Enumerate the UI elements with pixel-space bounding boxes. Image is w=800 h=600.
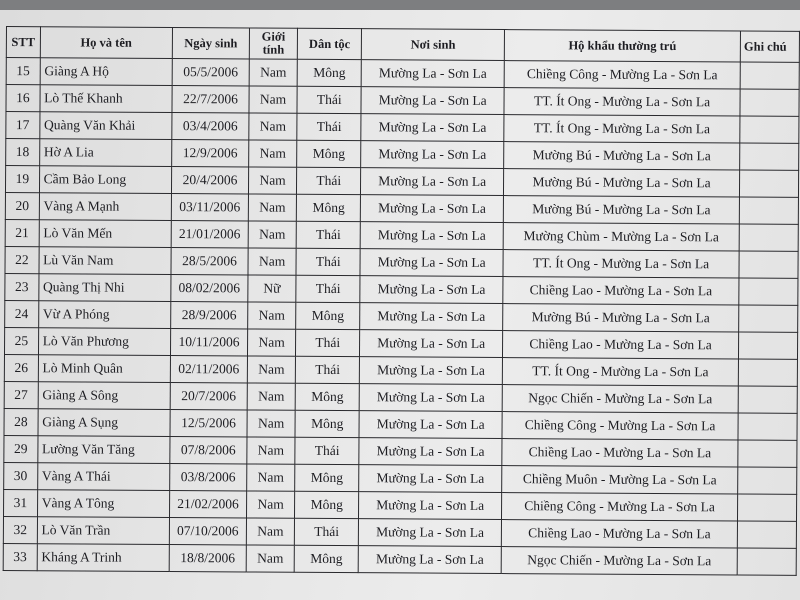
cell-dob: 10/11/2006: [170, 329, 247, 356]
table-header-row: [6, 27, 799, 63]
cell-dob: 03/4/2006: [172, 113, 249, 140]
cell-note: [740, 170, 799, 197]
cell-residence: TT. Ít Ong - Mường La - Sơn La: [502, 358, 738, 386]
cell-note: [738, 413, 797, 440]
table-row: [3, 543, 796, 575]
cell-residence: Chiềng Lao - Mường La - Sơn La: [503, 277, 739, 305]
cell-residence: Chiềng Công - Mường La - Sơn La: [501, 493, 737, 521]
cell-gender: Nam: [247, 329, 295, 356]
cell-ethnicity: Mông: [297, 140, 361, 167]
cell-birthplace: Mường La - Sơn La: [361, 87, 504, 115]
cell-dob: 21/02/2006: [169, 491, 246, 518]
cell-stt: 19: [5, 166, 39, 193]
cell-note: [740, 116, 799, 143]
cell-stt: 30: [4, 462, 38, 489]
cell-stt: 33: [3, 543, 37, 570]
cell-ethnicity: Mông: [295, 383, 359, 410]
cell-name: Vàng A Thái: [37, 463, 169, 491]
cell-name: Kháng A Trinh: [37, 544, 169, 572]
cell-gender: Nam: [247, 383, 295, 410]
cell-ethnicity: Thái: [296, 275, 360, 302]
cell-name: Quàng Thị Nhi: [38, 274, 170, 302]
cell-gender: Nam: [247, 410, 295, 437]
cell-gender: Nam: [249, 86, 297, 113]
cell-birthplace: Mường La - Sơn La: [358, 546, 501, 574]
cell-name: Giàng A Sụng: [38, 409, 170, 437]
student-table: [3, 26, 800, 576]
cell-residence: Mường Bú - Mường La - Sơn La: [504, 142, 740, 170]
cell-gender: Nam: [249, 59, 297, 86]
cell-gender: Nam: [246, 491, 294, 518]
cell-note: [737, 548, 796, 575]
cell-gender: Nam: [248, 221, 296, 248]
cell-note: [739, 278, 798, 305]
cell-residence: TT. Ít Ong - Mường La - Sơn La: [504, 115, 740, 143]
cell-gender: Nam: [247, 464, 295, 491]
cell-note: [738, 359, 797, 386]
cell-ethnicity: Thái: [297, 167, 361, 194]
cell-dob: 22/7/2006: [172, 86, 249, 113]
cell-note: [739, 305, 798, 332]
cell-dob: 07/8/2006: [170, 437, 247, 464]
cell-residence: Mường Bú - Mường La - Sơn La: [503, 196, 739, 224]
cell-residence: Chiềng Muôn - Mường La - Sơn La: [502, 466, 738, 494]
cell-note: [738, 494, 797, 521]
cell-stt: 15: [6, 58, 40, 85]
cell-birthplace: Mường La - Sơn La: [359, 411, 502, 439]
cell-birthplace: Mường La - Sơn La: [361, 195, 504, 223]
cell-name: Giàng A Hộ: [40, 58, 172, 86]
cell-ethnicity: Thái: [295, 356, 359, 383]
cell-residence: Ngọc Chiến - Mường La - Sơn La: [502, 385, 738, 413]
header-residence: Hộ khẩu thường trú: [504, 30, 740, 62]
cell-stt: 29: [4, 435, 38, 462]
cell-stt: 22: [5, 246, 39, 273]
cell-stt: 31: [4, 489, 38, 516]
header-gender: Giới tính: [249, 28, 297, 59]
cell-note: [737, 521, 796, 548]
cell-dob: 02/11/2006: [170, 356, 247, 383]
cell-ethnicity: Thái: [296, 248, 360, 275]
paper-sheet: [0, 10, 800, 600]
cell-dob: 12/5/2006: [170, 410, 247, 437]
cell-dob: 28/5/2006: [171, 248, 248, 275]
cell-note: [739, 197, 798, 224]
cell-name: Hờ A Lia: [39, 139, 171, 167]
cell-note: [740, 62, 799, 89]
cell-dob: 07/10/2006: [169, 518, 246, 545]
cell-residence: Mường Bú - Mường La - Sơn La: [503, 304, 739, 332]
cell-gender: Nam: [246, 545, 294, 572]
cell-ethnicity: Mông: [295, 464, 359, 491]
cell-residence: Chiềng Công - Mường La - Sơn La: [502, 412, 738, 440]
cell-dob: 05/5/2006: [172, 59, 249, 86]
cell-gender: Nam: [246, 518, 294, 545]
cell-ethnicity: Thái: [296, 329, 360, 356]
cell-residence: Mường Chùm - Mường La - Sơn La: [503, 223, 739, 251]
cell-birthplace: Mường La - Sơn La: [360, 249, 503, 277]
table-container: [3, 26, 800, 576]
cell-name: Lò Văn Mến: [39, 220, 171, 248]
cell-dob: 12/9/2006: [172, 140, 249, 167]
cell-stt: 17: [6, 112, 40, 139]
cell-residence: TT. Ít Ong - Mường La - Sơn La: [504, 88, 740, 116]
cell-name: Vàng A Mạnh: [39, 193, 171, 221]
cell-name: Vàng A Tông: [37, 490, 169, 518]
cell-dob: 03/11/2006: [171, 194, 248, 221]
cell-birthplace: Mường La - Sơn La: [360, 222, 503, 250]
cell-gender: Nam: [248, 194, 296, 221]
header-ethnicity: Dân tộc: [297, 28, 361, 59]
cell-note: [740, 143, 799, 170]
cell-stt: 24: [5, 300, 39, 327]
cell-ethnicity: Thái: [296, 221, 360, 248]
cell-stt: 28: [4, 408, 38, 435]
cell-birthplace: Mường La - Sơn La: [360, 303, 503, 331]
cell-gender: Nam: [249, 113, 297, 140]
cell-name: Lò Thế Khanh: [40, 85, 172, 113]
cell-stt: 27: [4, 381, 38, 408]
cell-ethnicity: Mông: [294, 545, 358, 572]
header-birthplace: Nơi sinh: [362, 29, 505, 61]
cell-note: [739, 251, 798, 278]
cell-dob: 21/01/2006: [171, 221, 248, 248]
cell-stt: 21: [5, 219, 39, 246]
cell-dob: 18/8/2006: [169, 545, 246, 572]
cell-name: Lường Văn Tăng: [37, 436, 169, 464]
cell-birthplace: Mường La - Sơn La: [359, 492, 502, 520]
cell-gender: Nam: [249, 140, 297, 167]
cell-note: [740, 89, 799, 116]
cell-gender: Nam: [247, 356, 295, 383]
cell-name: Lò Văn Phương: [38, 328, 170, 356]
cell-name: Cầm Bảo Long: [39, 166, 171, 194]
cell-note: [738, 440, 797, 467]
cell-birthplace: Mường La - Sơn La: [361, 168, 504, 196]
cell-ethnicity: Thái: [297, 86, 361, 113]
cell-birthplace: Mường La - Sơn La: [360, 276, 503, 304]
cell-residence: Chiềng Công - Mường La - Sơn La: [504, 61, 740, 89]
cell-ethnicity: Thái: [297, 113, 361, 140]
cell-name: Vừ A Phóng: [38, 301, 170, 329]
cell-gender: Nam: [248, 167, 296, 194]
cell-dob: 20/7/2006: [170, 383, 247, 410]
cell-note: [739, 332, 798, 359]
cell-stt: 18: [6, 139, 40, 166]
cell-name: Quàng Văn Khải: [39, 112, 171, 140]
cell-name: Lù Văn Nam: [39, 247, 171, 275]
cell-ethnicity: Thái: [294, 518, 358, 545]
cell-stt: 25: [4, 327, 38, 354]
cell-residence: Chiềng Lao - Mường La - Sơn La: [502, 439, 738, 467]
header-note: Ghi chú: [740, 31, 799, 62]
cell-dob: 08/02/2006: [171, 275, 248, 302]
cell-gender: Nữ: [248, 275, 296, 302]
cell-stt: 32: [3, 516, 37, 543]
cell-residence: TT. Ít Ong - Mường La - Sơn La: [503, 250, 739, 278]
cell-gender: Nam: [247, 437, 295, 464]
header-name: Họ và tên: [40, 27, 172, 59]
cell-dob: 03/8/2006: [170, 464, 247, 491]
cell-ethnicity: Thái: [295, 437, 359, 464]
cell-note: [738, 467, 797, 494]
cell-gender: Nam: [248, 248, 296, 275]
cell-ethnicity: Mông: [296, 194, 360, 221]
cell-name: Lò Văn Trần: [37, 517, 169, 545]
cell-birthplace: Mường La - Sơn La: [359, 465, 502, 493]
cell-birthplace: Mường La - Sơn La: [359, 384, 502, 412]
cell-ethnicity: Mông: [295, 410, 359, 437]
cell-ethnicity: Mông: [296, 302, 360, 329]
cell-birthplace: Mường La - Sơn La: [361, 141, 504, 169]
cell-dob: 28/9/2006: [171, 302, 248, 329]
cell-birthplace: Mường La - Sơn La: [361, 114, 504, 142]
cell-dob: 20/4/2006: [171, 167, 248, 194]
cell-note: [739, 224, 798, 251]
cell-ethnicity: Mông: [295, 491, 359, 518]
cell-stt: 23: [5, 273, 39, 300]
cell-birthplace: Mường La - Sơn La: [359, 438, 502, 466]
cell-name: Giàng A Sông: [38, 382, 170, 410]
cell-name: Lò Minh Quân: [38, 355, 170, 383]
cell-stt: 16: [6, 85, 40, 112]
cell-birthplace: Mường La - Sơn La: [361, 60, 504, 88]
cell-birthplace: Mường La - Sơn La: [360, 330, 503, 358]
cell-residence: Ngọc Chiến - Mường La - Sơn La: [501, 547, 737, 575]
cell-ethnicity: Mông: [297, 59, 361, 86]
cell-residence: Chiềng Lao - Mường La - Sơn La: [501, 520, 737, 548]
header-stt: STT: [6, 27, 40, 58]
cell-residence: Chiềng Lao - Mường La - Sơn La: [502, 331, 738, 359]
cell-note: [738, 386, 797, 413]
cell-stt: 26: [4, 354, 38, 381]
cell-birthplace: Mường La - Sơn La: [360, 357, 503, 385]
cell-stt: 20: [5, 192, 39, 219]
header-dob: Ngày sinh: [172, 28, 249, 59]
cell-residence: Mường Bú - Mường La - Sơn La: [503, 169, 739, 197]
cell-birthplace: Mường La - Sơn La: [359, 519, 502, 547]
cell-gender: Nam: [248, 302, 296, 329]
